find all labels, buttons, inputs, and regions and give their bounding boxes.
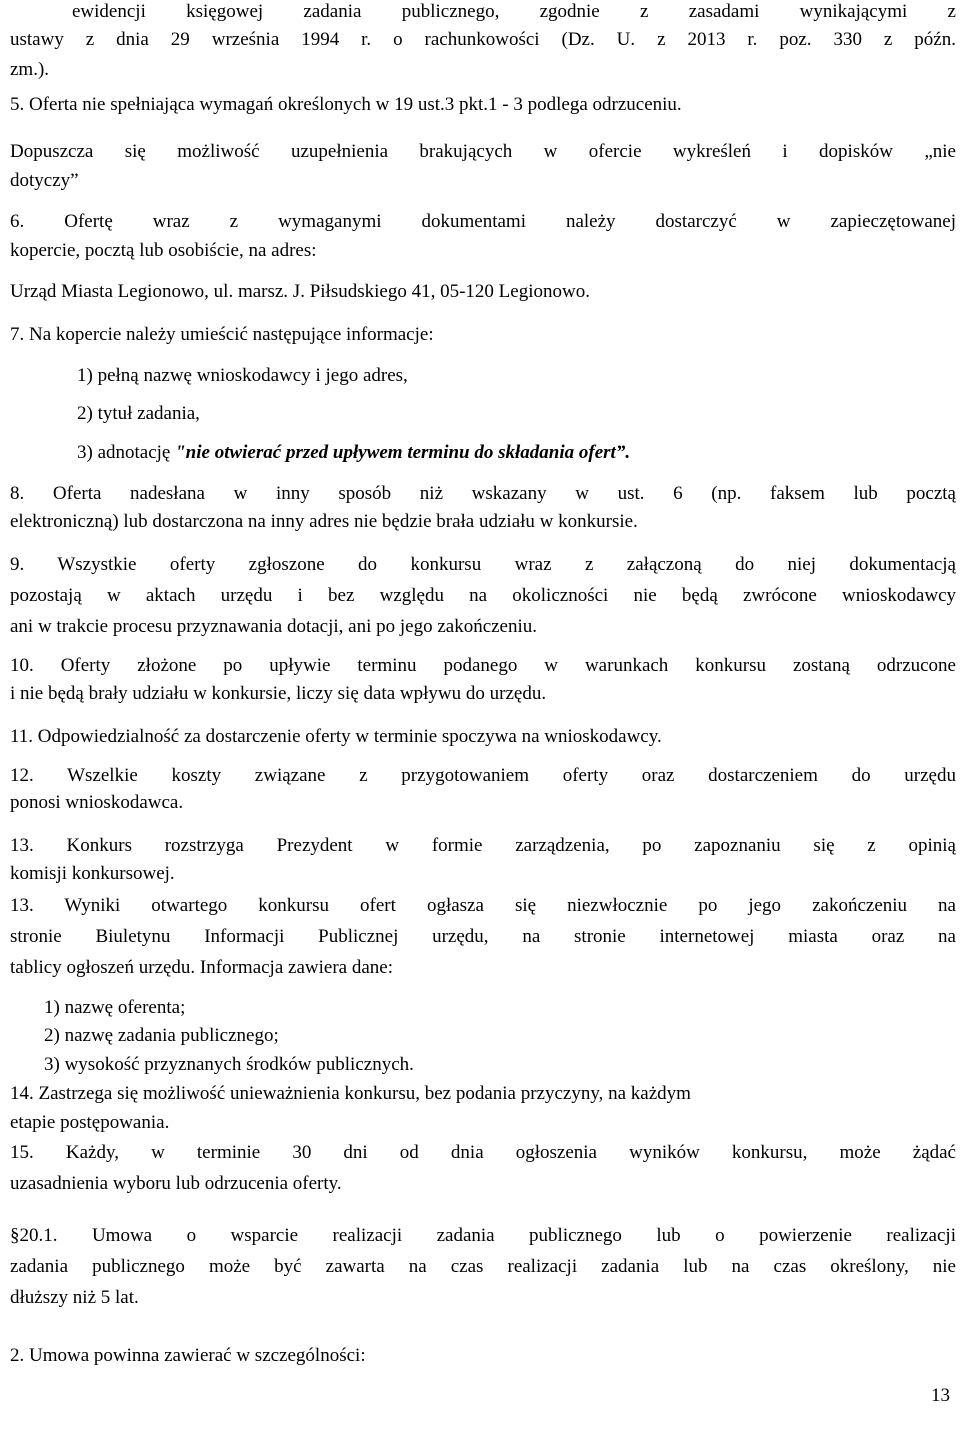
list-item: 2) tytuł zadania, <box>77 403 200 424</box>
text-line: kopercie, pocztą lub osobiście, na adres: <box>10 240 317 261</box>
list-item <box>77 441 630 465</box>
text-line: komisji konkursowej. <box>10 863 175 884</box>
envelope-notice: "nie otwierać przed upływem terminu do składania ofert”. <box>175 442 631 463</box>
text-line: 12. Wszelkie koszty związane z przygotowaniem oferty oraz dostarczeniem do urzędu <box>10 765 956 786</box>
text-line: 2. Umowa powinna zawierać w szczególności: <box>10 1345 366 1366</box>
text-line: Urząd Miasta Legionowo, ul. marsz. J. Piłsudskiego 41, 05-120 Legionowo. <box>10 281 590 302</box>
text-line: zadania publicznego może być zawarta na czas realizacji zadania lub na czas określony, nie <box>10 1256 956 1277</box>
text-line: ponosi wnioskodawca. <box>10 792 184 813</box>
text-line: uzasadnienia wyboru lub odrzucenia oferty. <box>10 1173 342 1194</box>
text-line: 13. Konkurs rozstrzyga Prezydent w formie zarządzenia, po zapoznaniu się z opinią <box>10 835 956 856</box>
text-line: stronie Biuletynu Informacji Publicznej urzędu, na stronie internetowej miasta oraz na <box>10 926 956 947</box>
text-line: dłuższy niż 5 lat. <box>10 1287 139 1308</box>
list-item-label: 3) adnotację <box>77 442 176 463</box>
text-line: tablicy ogłoszeń urzędu. Informacja zawiera dane: <box>10 957 393 978</box>
page-number: 13 <box>931 1385 950 1406</box>
text-line: 14. Zastrzega się możliwość unieważnienia konkursu, bez podania przyczyny, na każdym <box>10 1083 691 1104</box>
text-line: elektroniczną) lub dostarczona na inny adres nie będzie brała udziału w konkursie. <box>10 511 638 532</box>
list-item: 1) pełną nazwę wnioskodawcy i jego adres, <box>77 365 408 386</box>
list-item: 3) wysokość przyznanych środków publicznych. <box>44 1054 414 1075</box>
text-line: §20.1. Umowa o wsparcie realizacji zadania publicznego lub o powierzenie realizacji <box>10 1225 956 1246</box>
text-line: 10. Oferty złożone po upływie terminu podanego w warunkach konkursu zostaną odrzucone <box>10 655 956 676</box>
text-line: ustawy z dnia 29 września 1994 r. o rachunkowości (Dz. U. z 2013 r. poz. 330 z późn. <box>10 29 956 50</box>
text-line: pozostają w aktach urzędu i bez względu na okoliczności nie będą zwrócone wnioskodawcy <box>10 585 956 606</box>
text-line: i nie będą brały udziału w konkursie, liczy się data wpływu do urzędu. <box>10 683 547 704</box>
text-line: 9. Wszystkie oferty zgłoszone do konkursu wraz z załączoną do niej dokumentacją <box>10 554 956 575</box>
text-line: etapie postępowania. <box>10 1112 170 1133</box>
list-item: 2) nazwę zadania publicznego; <box>44 1025 279 1046</box>
text-line: 8. Oferta nadesłana w inny sposób niż wskazany w ust. 6 (np. faksem lub pocztą <box>10 483 956 504</box>
text-line: 7. Na kopercie należy umieścić następujące informacje: <box>10 324 434 345</box>
text-line: 5. Oferta nie spełniająca wymagań określonych w 19 ust.3 pkt.1 - 3 podlega odrzuceniu. <box>10 94 682 115</box>
text-line: Dopuszcza się możliwość uzupełnienia brakujących w ofercie wykreśleń i dopisków „nie <box>10 141 956 162</box>
list-item: 1) nazwę oferenta; <box>44 997 186 1018</box>
text-line: 13. Wyniki otwartego konkursu ofert ogłasza się niezwłocznie po jego zakończeniu na <box>10 895 956 916</box>
text-line: ewidencji księgowej zadania publicznego, zgodnie z zasadami wynikającymi z <box>72 1 956 22</box>
text-line: 11. Odpowiedzialność za dostarczenie oferty w terminie spoczywa na wnioskodawcy. <box>10 726 662 747</box>
text-line: dotyczy” <box>10 170 79 191</box>
text-line: ani w trakcie procesu przyznawania dotacji, ani po jego zakończeniu. <box>10 616 538 637</box>
text-line: zm.). <box>10 59 50 80</box>
text-line: 15. Każdy, w terminie 30 dni od dnia ogłoszenia wyników konkursu, może żądać <box>10 1142 956 1163</box>
text-line: 6. Ofertę wraz z wymaganymi dokumentami należy dostarczyć w zapieczętowanej <box>10 211 956 232</box>
